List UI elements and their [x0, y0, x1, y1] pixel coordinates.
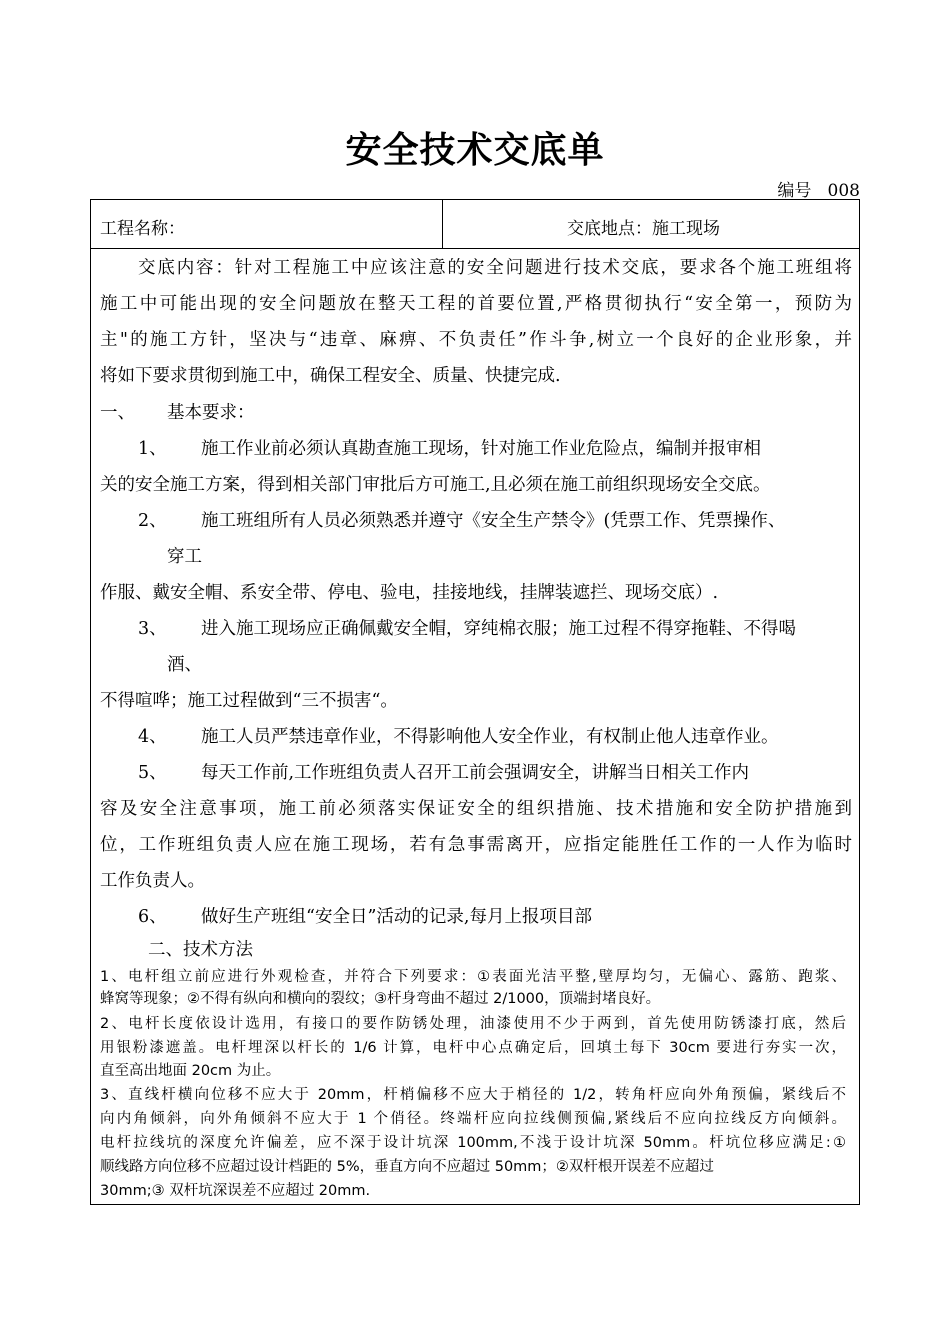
method-line: 向内角倾斜，向外角倾斜不应大于 1 个俏径。终端杆应向拉线侧预偏,紧线后不应向拉线反方向倾斜。	[100, 1111, 846, 1127]
item-line: 施工班组所有人员必须熟悉并遵守《安全生产禁令》(凭票工作、凭票操作、	[201, 511, 786, 531]
document-number: 编号 008	[777, 181, 860, 201]
method-line: 蜂窝等现象；②不得有纵向和横向的裂纹；③杆身弯曲不超过 2/1000，顶端封堵良好。	[100, 991, 661, 1007]
intro-line: 施工中可能出现的安全问题放在整天工程的首要位置,严格贯彻执行“安全第一，预防为	[100, 294, 852, 314]
item-number: 4、	[138, 727, 167, 747]
item-number: 3、	[138, 619, 167, 639]
intro-line: 将如下要求贯彻到施工中，确保工程安全、质量、快捷完成.	[100, 366, 561, 386]
item-number: 1、	[138, 439, 167, 459]
item-line: 作服、戴安全帽、系安全带、停电、验电，挂接地线，挂牌装遮拦、现场交底）.	[100, 583, 719, 603]
project-name-cell: 工程名称：	[91, 200, 443, 248]
method-line: 3、直线杆横向位移不应大于 20mm，杆梢偏移不应大于梢径的 1/2，转角杆应向外角预偏，紧线后不	[100, 1087, 846, 1103]
section-title: 二、技术方法	[148, 940, 253, 960]
item-line: 施工作业前必须认真勘查施工现场，针对施工作业危险点，编制并报审相	[201, 439, 761, 459]
item-line: 位，工作班组负责人应在施工现场，若有急事需离开，应指定能胜任工作的一人作为临时	[100, 835, 852, 855]
document-title: 安全技术交底单	[345, 129, 605, 171]
intro-line: 主"的施工方针，坚决与“违章、麻痹、不负责任”作斗争,树立一个良好的企业形象，并	[100, 330, 852, 350]
disclosure-form	[90, 199, 860, 1205]
method-line: 直至高出地面 20cm 为止。	[100, 1063, 281, 1079]
item-line: 做好生产班组“安全日”活动的记录,每月上报项目部	[201, 907, 592, 927]
item-line: 酒、	[167, 655, 202, 675]
method-line: 用银粉漆遮盖。电杆埋深以杆长的 1/6 计算，电杆中心点确定后，回填土每下 30cm 要进行夯实一次，	[100, 1040, 846, 1056]
item-line: 关的安全施工方案，得到相关部门审批后方可施工,且必须在施工前组织现场安全交底。	[100, 475, 771, 495]
item-line: 工作负责人。	[100, 871, 205, 891]
item-line: 进入施工现场应正确佩戴安全帽，穿纯棉衣服；施工过程不得穿拖鞋、不得喝	[201, 619, 796, 639]
method-line: 30mm;③ 双杆坑深误差不应超过 20mm.	[100, 1183, 371, 1199]
intro-line: 交底内容：针对工程施工中应该注意的安全问题进行技术交底，要求各个施工班组将	[138, 258, 852, 278]
method-line: 顺线路方向位移不应超过设计档距的 5%，垂直方向不应超过 50mm；②双杆根开误差不应超过	[100, 1159, 714, 1175]
item-line: 不得喧哗；施工过程做到“三不损害“。	[100, 691, 398, 711]
method-line: 2、电杆长度依设计选用，有接口的要作防锈处理，油漆使用不少于两到，首先使用防锈漆打底，然后	[100, 1016, 846, 1032]
item-number: 6、	[138, 907, 167, 927]
form-header-row	[91, 200, 859, 249]
item-line: 每天工作前,工作班组负责人召开工前会强调安全，讲解当日相关工作内	[201, 763, 750, 783]
location-cell: 交底地点：施工现场	[567, 219, 720, 239]
item-number: 5、	[138, 763, 167, 783]
item-number: 2、	[138, 511, 167, 531]
method-line: 电杆拉线坑的深度允许偏差，应不深于设计坑深 100mm,不浅于设计坑深 50mm。杆坑位移应满足:①	[100, 1135, 846, 1151]
item-line: 穿工	[167, 547, 202, 567]
item-line: 施工人员严禁违章作业，不得影响他人安全作业，有权制止他人违章作业。	[201, 727, 779, 747]
section-number: 一、	[100, 403, 135, 423]
method-line: 1、电杆组立前应进行外观检查，并符合下列要求：①表面光洁平整,壁厚均匀，无偏心、露筋、跑浆、	[100, 969, 846, 985]
item-line: 容及安全注意事项，施工前必须落实保证安全的组织措施、技术措施和安全防护措施到	[100, 799, 852, 819]
section-title: 基本要求：	[167, 403, 255, 423]
